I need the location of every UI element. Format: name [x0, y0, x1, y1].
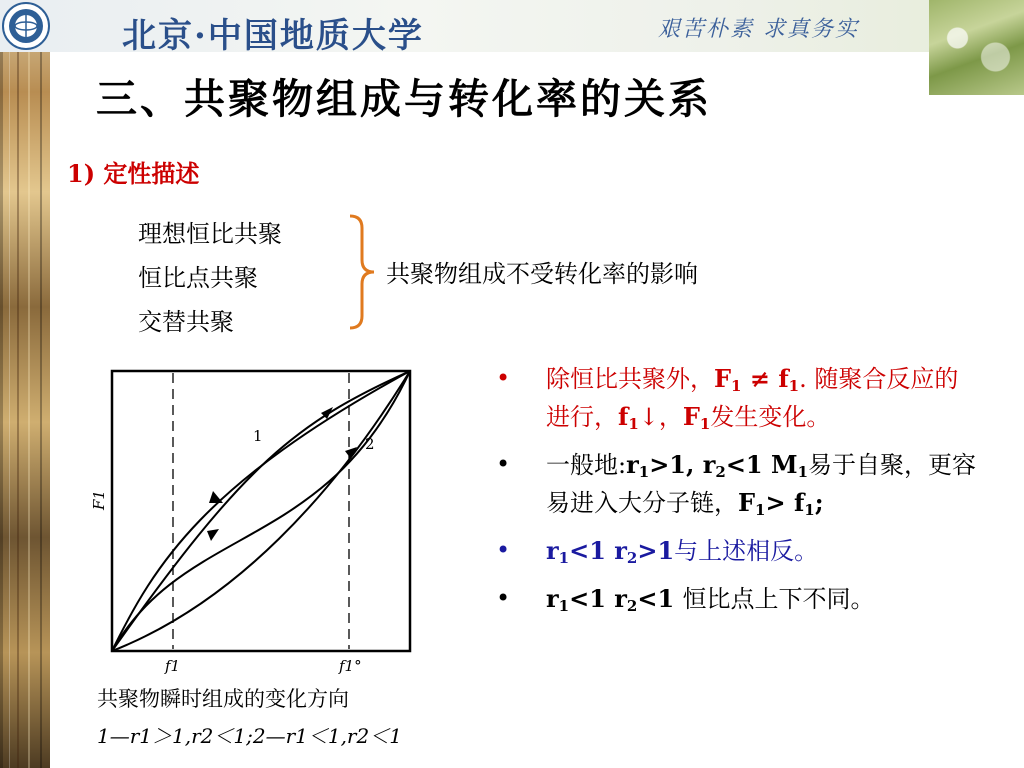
university-logo: [2, 2, 50, 50]
copolymer-type: 交替共聚: [138, 308, 234, 336]
section-subtitle: 1) 定性描述: [67, 159, 200, 188]
bullet-item: • 除恒比共聚外，$F_1 \ne f_1$. 随聚合反应的进行，$f_1↓$，$F_1$发生变化。: [496, 360, 976, 436]
curve-label-2: 2: [365, 435, 375, 453]
bullet-marker: •: [496, 536, 511, 564]
copolymer-type: 恒比点共聚: [138, 264, 258, 292]
school-motto: 艰苦朴素 求真务实: [658, 17, 859, 42]
bullet-item: • $r_1<1$ $r_2<1$ 恒比点上下不同。: [496, 580, 976, 618]
banner-corner-image: [929, 0, 1024, 95]
y-axis-label: F1: [90, 490, 108, 510]
bullet-marker: •: [496, 450, 511, 478]
slide-title: 三、共聚物组成与转化率的关系: [96, 75, 712, 123]
right-brace-icon: [344, 212, 386, 332]
bullet-list: [496, 360, 976, 628]
bullet-item: • $r_1<1$ $r_2>1$与上述相反。: [496, 532, 976, 570]
bullet-item: • 一般地$:r_1>1$, $r_2<1$ $M_1$易于自聚，更容易进入大分子链，$F_1> f_1$;: [496, 446, 976, 522]
copolymer-type-list: [138, 212, 282, 344]
decorative-forest-strip: [0, 0, 50, 768]
x-tick-f1: f1: [165, 657, 181, 675]
curve-label-1: 1: [253, 427, 263, 445]
bullet-marker: •: [496, 364, 511, 392]
school-name: 北京·中国地质大学: [122, 16, 424, 56]
figure-caption-conditions: 1—r1＞1,r2＜1;2—r1＜1,r2＜1: [97, 724, 402, 748]
composition-effect: 共聚物组成不受转化率的影响: [386, 260, 698, 288]
globe-icon: [6, 6, 46, 46]
copolymer-type: 理想恒比共聚: [138, 220, 282, 248]
x-tick-f1-zero: f1°: [339, 657, 362, 675]
figure-caption: 共聚物瞬时组成的变化方向: [97, 687, 349, 711]
bullet-marker: •: [496, 584, 511, 612]
